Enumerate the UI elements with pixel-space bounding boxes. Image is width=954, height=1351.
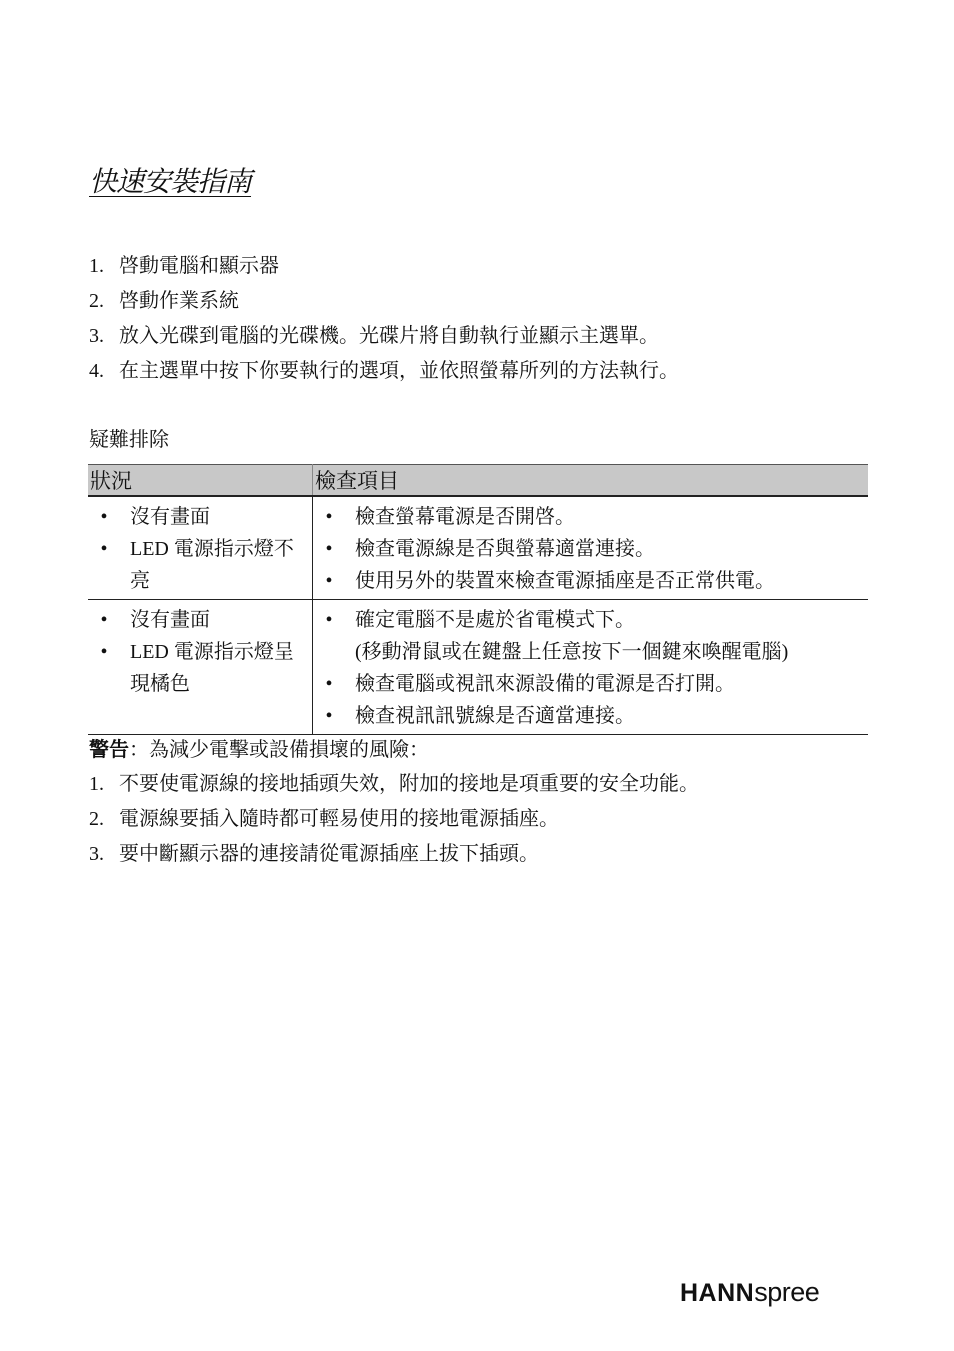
warning-label: 警告 (89, 739, 129, 761)
list-text: 在主選單中按下你要執行的選項，並依照螢幕所列的方法執行。 (119, 360, 679, 382)
list-number: 3. (89, 843, 104, 865)
list-item: • LED 電源指示燈呈現橘色 (88, 636, 312, 700)
bullet-icon: • (325, 506, 333, 528)
list-item-note: (移動滑鼠或在鍵盤上任意按下一個鍵來喚醒電腦) (355, 641, 789, 663)
list-item (89, 284, 679, 319)
list-item: • 確定電腦不是處於省電模式下。 (313, 604, 868, 636)
warning-list (89, 767, 699, 872)
list-item: • 檢查螢幕電源是否開啓。 (313, 501, 868, 533)
list-number: 2. (89, 808, 104, 830)
header-check: 檢查項目 (313, 465, 869, 497)
table-row (88, 600, 868, 735)
check-cell (313, 600, 869, 735)
list-item: • 沒有畫面 (88, 501, 312, 533)
list-number: 3. (89, 325, 104, 347)
list-text: 放入光碟到電腦的光碟機。光碟片將自動執行並顯示主選單。 (119, 325, 659, 347)
logo-part-bold: HANN (680, 1279, 755, 1307)
table-header-row (88, 465, 868, 497)
list-item (89, 837, 699, 872)
list-text: 啓動作業系統 (119, 290, 239, 312)
troubleshooting-table (88, 464, 868, 735)
list-text: 啓動電腦和顯示器 (119, 255, 279, 277)
list-number: 4. (89, 360, 104, 382)
troubleshooting-heading: 疑難排除 (89, 429, 169, 451)
warning-text: ：為減少電擊或設備損壞的風險： (129, 739, 429, 761)
list-number: 2. (89, 290, 104, 312)
page-title: 快速安裝指南 (89, 167, 252, 198)
list-item: • 沒有畫面 (88, 604, 312, 636)
list-item: • 檢查電腦或視訊來源設備的電源是否打開。 (313, 668, 868, 700)
list-text: 要中斷顯示器的連接請從電源插座上拔下插頭。 (119, 843, 539, 865)
list-item (89, 319, 679, 354)
logo-part-light: spree (754, 1277, 820, 1307)
list-item: • 檢查視訊訊號線是否適當連接。 (313, 700, 868, 732)
list-item (89, 354, 679, 389)
list-number: 1. (89, 773, 104, 795)
list-number: 1. (89, 255, 104, 277)
list-item: • 使用另外的裝置來檢查電源插座是否正常供電。 (313, 565, 868, 597)
bullet-icon: • (100, 609, 108, 631)
list-item (89, 767, 699, 802)
list-item: • LED 電源指示燈不亮 (88, 533, 312, 597)
list-item (89, 802, 699, 837)
bullet-icon: • (325, 570, 333, 592)
list-item (89, 249, 679, 284)
header-condition: 狀況 (88, 465, 313, 497)
list-text: 不要使電源線的接地插頭失效，附加的接地是項重要的安全功能。 (119, 773, 699, 795)
list-text: 電源線要插入隨時都可輕易使用的接地電源插座。 (119, 808, 559, 830)
setup-steps-list (89, 249, 679, 389)
bullet-icon: • (325, 705, 333, 727)
condition-cell (88, 496, 313, 600)
bullet-icon: • (100, 506, 108, 528)
check-cell (313, 496, 869, 600)
condition-cell (88, 600, 313, 735)
bullet-icon: • (325, 609, 333, 631)
bullet-icon: • (100, 641, 108, 663)
bullet-icon: • (325, 538, 333, 560)
brand-logo (680, 1277, 819, 1308)
table-row (88, 496, 868, 600)
bullet-icon: • (100, 538, 108, 560)
list-item: • 檢查電源線是否與螢幕適當連接。 (313, 533, 868, 565)
bullet-icon: • (325, 673, 333, 695)
warning-heading (89, 734, 429, 766)
